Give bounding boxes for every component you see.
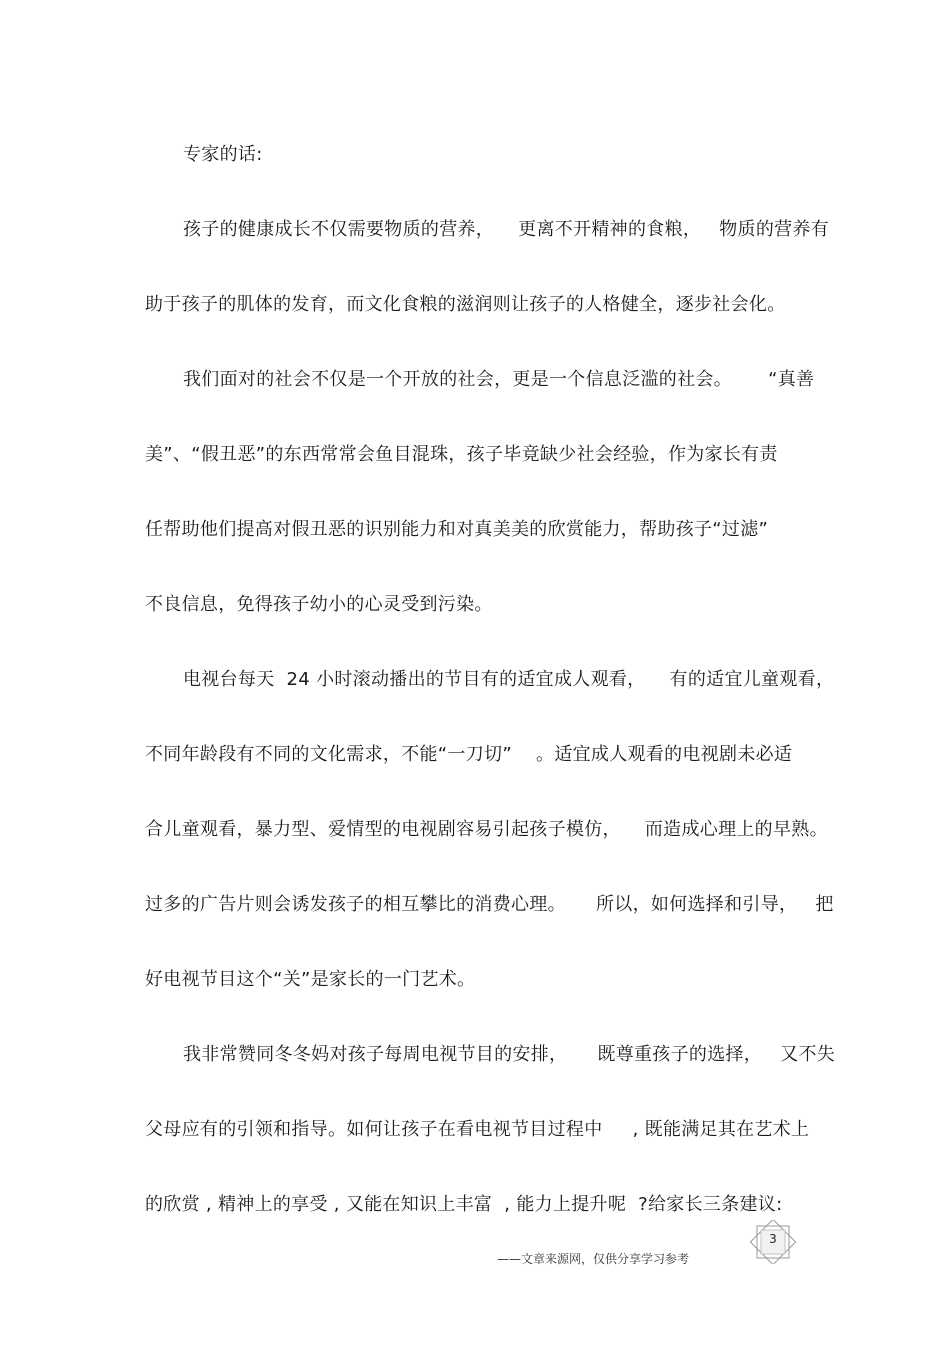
paragraph-line: 父母应有的引领和指导。如何让孩子在看电视节目过程中 , 既能满足其在艺术上 [145, 1119, 810, 1140]
paragraph-line: 合儿童观看，暴力型、爱情型的电视剧容易引起孩子模仿， 而造成心理上的早熟。 [145, 819, 828, 840]
paragraph-line: 助于孩子的肌体的发育，而文化食粮的滋润则让孩子的人格健全，逐步社会化。 [145, 294, 786, 315]
paragraph-line: 孩子的健康成长不仅需要物质的营养， 更离不开精神的食粮， 物质的营养有 [183, 219, 830, 240]
source-note: ——文章来源网，仅供分享学习参考 [497, 1252, 690, 1266]
paragraph-line: 任帮助他们提高对假丑恶的识别能力和对真美美的欣赏能力，帮助孩子“过滤” [145, 519, 769, 540]
page-number-badge [748, 1220, 798, 1264]
paragraph-line: 好电视节目这个“关”是家长的一门艺术。 [145, 969, 476, 990]
paragraph-line: 不同年龄段有不同的文化需求，不能“一刀切” 。适宜成人观看的电视剧未必适 [145, 744, 793, 765]
paragraph-line: 电视台每天 24 小时滚动播出的节目有的适宜成人观看， 有的适宜儿童观看， [183, 669, 835, 690]
paragraph-line: 美”、“假丑恶”的东西常常会鱼目混珠，孩子毕竟缺少社会经验，作为家长有责 [145, 444, 778, 465]
paragraph-line: 我们面对的社会不仅是一个开放的社会，更是一个信息泛滥的社会。 “真善 [183, 369, 815, 390]
paragraph-line: 过多的广告片则会诱发孩子的相互攀比的消费心理。 所以，如何选择和引导， 把 [145, 894, 834, 915]
heading-experts-words: 专家的话: [183, 144, 263, 165]
paragraph-line: 的欣赏 , 精神上的享受 , 又能在知识上丰富 , 能力上提升呢 ?给家长三条建议: [145, 1194, 783, 1215]
page-number: 3 [769, 1232, 777, 1246]
paragraph-line: 我非常赞同冬冬妈对孩子每周电视节目的安排， 既尊重孩子的选择， 又不失 [183, 1044, 836, 1065]
paragraph-line: 不良信息，免得孩子幼小的心灵受到污染。 [145, 594, 493, 615]
